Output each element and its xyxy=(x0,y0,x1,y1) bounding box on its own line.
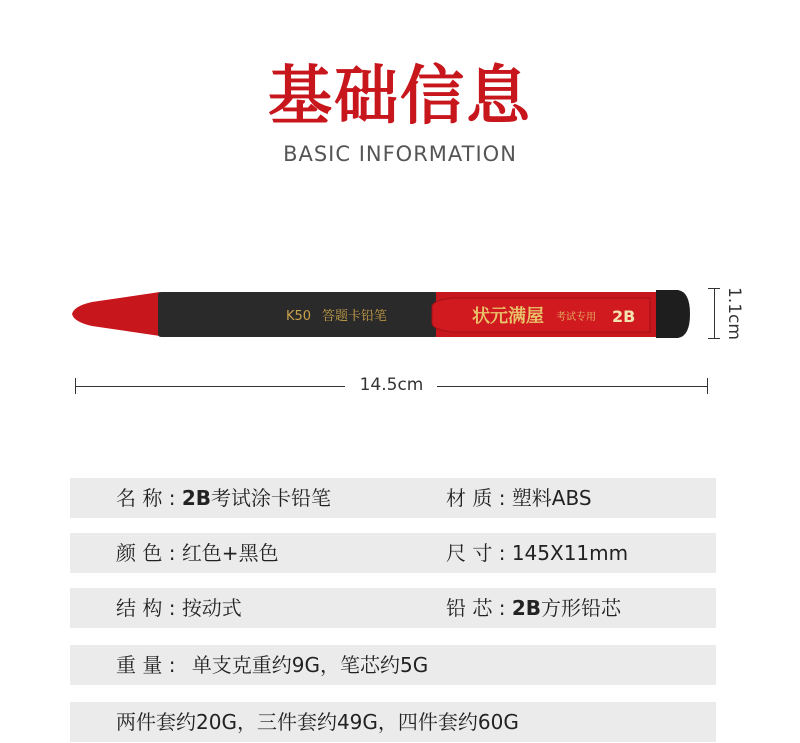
spec-set-weight: 两件套约20G，三件套约49G，四件套约60G xyxy=(116,710,519,734)
spec-lead-bold: 2B xyxy=(511,596,541,620)
pen-brand-text: 状元满屋 xyxy=(472,306,544,327)
spec-name-value: 考试涂卡铅笔 xyxy=(210,486,331,510)
length-label: 14.5cm xyxy=(359,375,424,395)
spec-weight-key: 重 量 : xyxy=(116,653,176,677)
spec-color xyxy=(116,533,279,573)
pen-graphic xyxy=(0,270,800,360)
spec-size-value: 145X11mm xyxy=(511,541,629,565)
spec-structure-value: 按动式 xyxy=(181,596,242,620)
spec-structure xyxy=(116,588,242,628)
diameter-label: 1.1cm xyxy=(724,287,744,340)
spec-material xyxy=(446,478,592,518)
length-line-right xyxy=(437,386,708,387)
spec-color-key: 颜 色 : xyxy=(116,541,176,565)
diameter-line xyxy=(714,288,715,339)
page-title-en: BASIC INFORMATION xyxy=(283,142,517,166)
spec-row-4 xyxy=(70,645,716,685)
spec-lead xyxy=(446,588,621,628)
spec-row-1 xyxy=(70,478,716,518)
spec-size xyxy=(446,533,628,573)
spec-lead-value: 方形铅芯 xyxy=(540,596,621,620)
pen-desc-text: 答题卡铅笔 xyxy=(322,309,388,324)
pen-end-cap xyxy=(656,290,690,338)
length-tick-right xyxy=(707,378,708,394)
pen-model-text: K50 xyxy=(286,309,312,324)
length-dimension xyxy=(75,372,708,400)
diameter-dimension xyxy=(700,286,745,341)
spec-material-value: 塑料ABS xyxy=(511,486,592,510)
spec-name xyxy=(116,478,331,518)
spec-name-key: 名 称 : xyxy=(116,486,176,510)
spec-weight xyxy=(116,645,428,685)
diameter-tick-bottom xyxy=(708,338,720,339)
diameter-tick-top xyxy=(708,288,720,289)
spec-weight-value: 单支克重约9G，笔芯约5G xyxy=(191,653,429,677)
pen-seal-text: 考试专用 xyxy=(556,312,596,323)
pen-tip xyxy=(72,292,160,336)
pen-grade-text: 2B xyxy=(612,307,636,326)
spec-color-value: 红色+黑色 xyxy=(181,541,279,565)
spec-lead-key: 铅 芯 : xyxy=(446,596,506,620)
page-title-cn: 基础信息 xyxy=(268,60,532,134)
pen-illustration xyxy=(0,270,800,360)
spec-structure-key: 结 构 : xyxy=(116,596,176,620)
spec-material-key: 材 质 : xyxy=(446,486,506,510)
spec-name-bold: 2B xyxy=(181,486,211,510)
spec-size-key: 尺 寸 : xyxy=(446,541,506,565)
spec-row-5 xyxy=(70,702,716,742)
spec-row-3 xyxy=(70,588,716,628)
spec-row-2 xyxy=(70,533,716,573)
